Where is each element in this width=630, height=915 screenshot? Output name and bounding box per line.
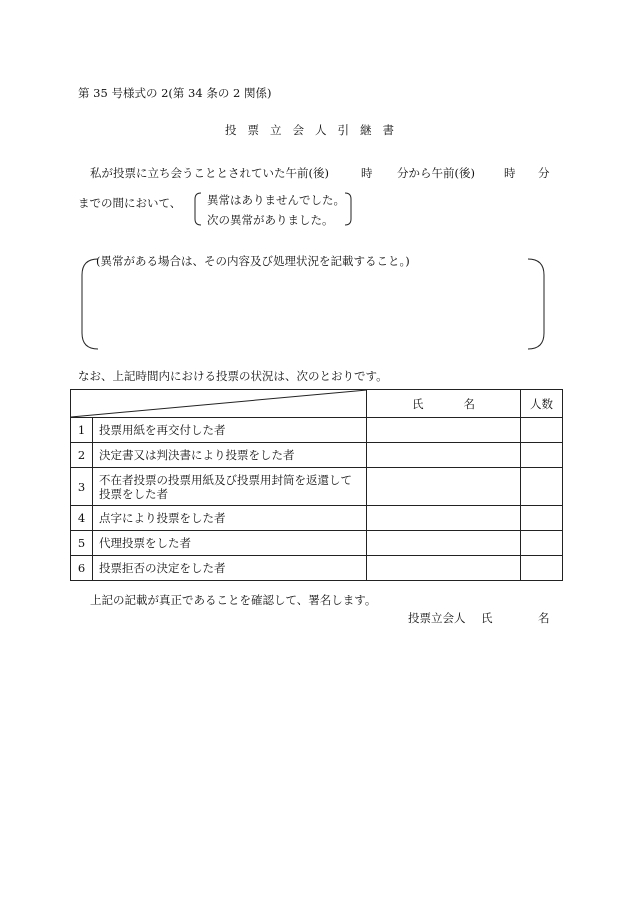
row-item: 代理投票をした者 bbox=[93, 531, 367, 556]
row-item bbox=[93, 468, 367, 506]
row-name-cell[interactable] bbox=[367, 556, 521, 581]
table-row bbox=[71, 556, 563, 581]
row-name-cell[interactable] bbox=[367, 443, 521, 468]
signer-name-left: 氏 bbox=[481, 611, 493, 625]
row-name-cell[interactable] bbox=[367, 468, 521, 506]
table-row bbox=[71, 468, 563, 506]
row-name-cell[interactable] bbox=[367, 506, 521, 531]
option-anomaly: 次の異常がありました。 bbox=[207, 213, 334, 227]
row-number: 3 bbox=[71, 468, 93, 506]
row-item-line2: 投票をした者 bbox=[99, 486, 168, 501]
table-row bbox=[71, 443, 563, 468]
diagonal-header-cell bbox=[71, 390, 367, 418]
option-no-anomaly: 異常はありませんでした。 bbox=[207, 193, 345, 207]
row-item-line1: 不在者投票の投票用紙及び投票用封筒を返還して bbox=[99, 472, 352, 487]
confirmation-text: 上記の記載が真正であることを確認して、署名します。 bbox=[90, 593, 377, 607]
row-item: 点字により投票をした者 bbox=[93, 506, 367, 531]
statement-min2: 分 bbox=[538, 166, 550, 180]
voting-status-table bbox=[70, 389, 563, 581]
statement-line1-lead: 私が投票に立ち会うこととされていた午前(後) bbox=[90, 166, 329, 180]
row-count-cell[interactable] bbox=[521, 418, 563, 443]
row-item: 決定書又は判決書により投票をした者 bbox=[93, 443, 367, 468]
row-name-cell[interactable] bbox=[367, 418, 521, 443]
row-name-cell[interactable] bbox=[367, 531, 521, 556]
row-number: 5 bbox=[71, 531, 93, 556]
row-item: 投票拒否の決定をした者 bbox=[93, 556, 367, 581]
row-item: 投票用紙を再交付した者 bbox=[93, 418, 367, 443]
row-count-cell[interactable] bbox=[521, 468, 563, 506]
row-count-cell[interactable] bbox=[521, 531, 563, 556]
document-title: 投票立会人引継書 bbox=[225, 123, 405, 137]
row-count-cell[interactable] bbox=[521, 506, 563, 531]
table-row bbox=[71, 531, 563, 556]
form-number: 第 35 号様式の 2(第 34 条の 2 関係) bbox=[78, 86, 272, 100]
table-header-row bbox=[71, 390, 563, 418]
signer-label: 投票立会人 bbox=[408, 611, 466, 625]
signer-name-right: 名 bbox=[538, 611, 550, 625]
row-number: 1 bbox=[71, 418, 93, 443]
row-number: 6 bbox=[71, 556, 93, 581]
statement-hour1: 時 bbox=[361, 166, 373, 180]
table-intro: なお、上記時間内における投票の状況は、次のとおりです。 bbox=[78, 369, 388, 383]
diagonal-line bbox=[71, 390, 367, 417]
table-row bbox=[71, 418, 563, 443]
table-row bbox=[71, 506, 563, 531]
anomaly-note-box bbox=[80, 257, 546, 351]
row-number: 2 bbox=[71, 443, 93, 468]
statement-line1-mid: 分から午前(後) bbox=[397, 166, 475, 180]
row-number: 4 bbox=[71, 506, 93, 531]
statement-hour2: 時 bbox=[504, 166, 516, 180]
anomaly-instruction: (異常がある場合は、その内容及び処理状況を記載すること。) bbox=[96, 254, 410, 268]
column-header-count: 人数 bbox=[521, 390, 563, 418]
column-header-name: 氏名 bbox=[367, 390, 521, 418]
statement-line2-lead: までの間において、 bbox=[78, 196, 182, 210]
row-count-cell[interactable] bbox=[521, 443, 563, 468]
row-count-cell[interactable] bbox=[521, 556, 563, 581]
